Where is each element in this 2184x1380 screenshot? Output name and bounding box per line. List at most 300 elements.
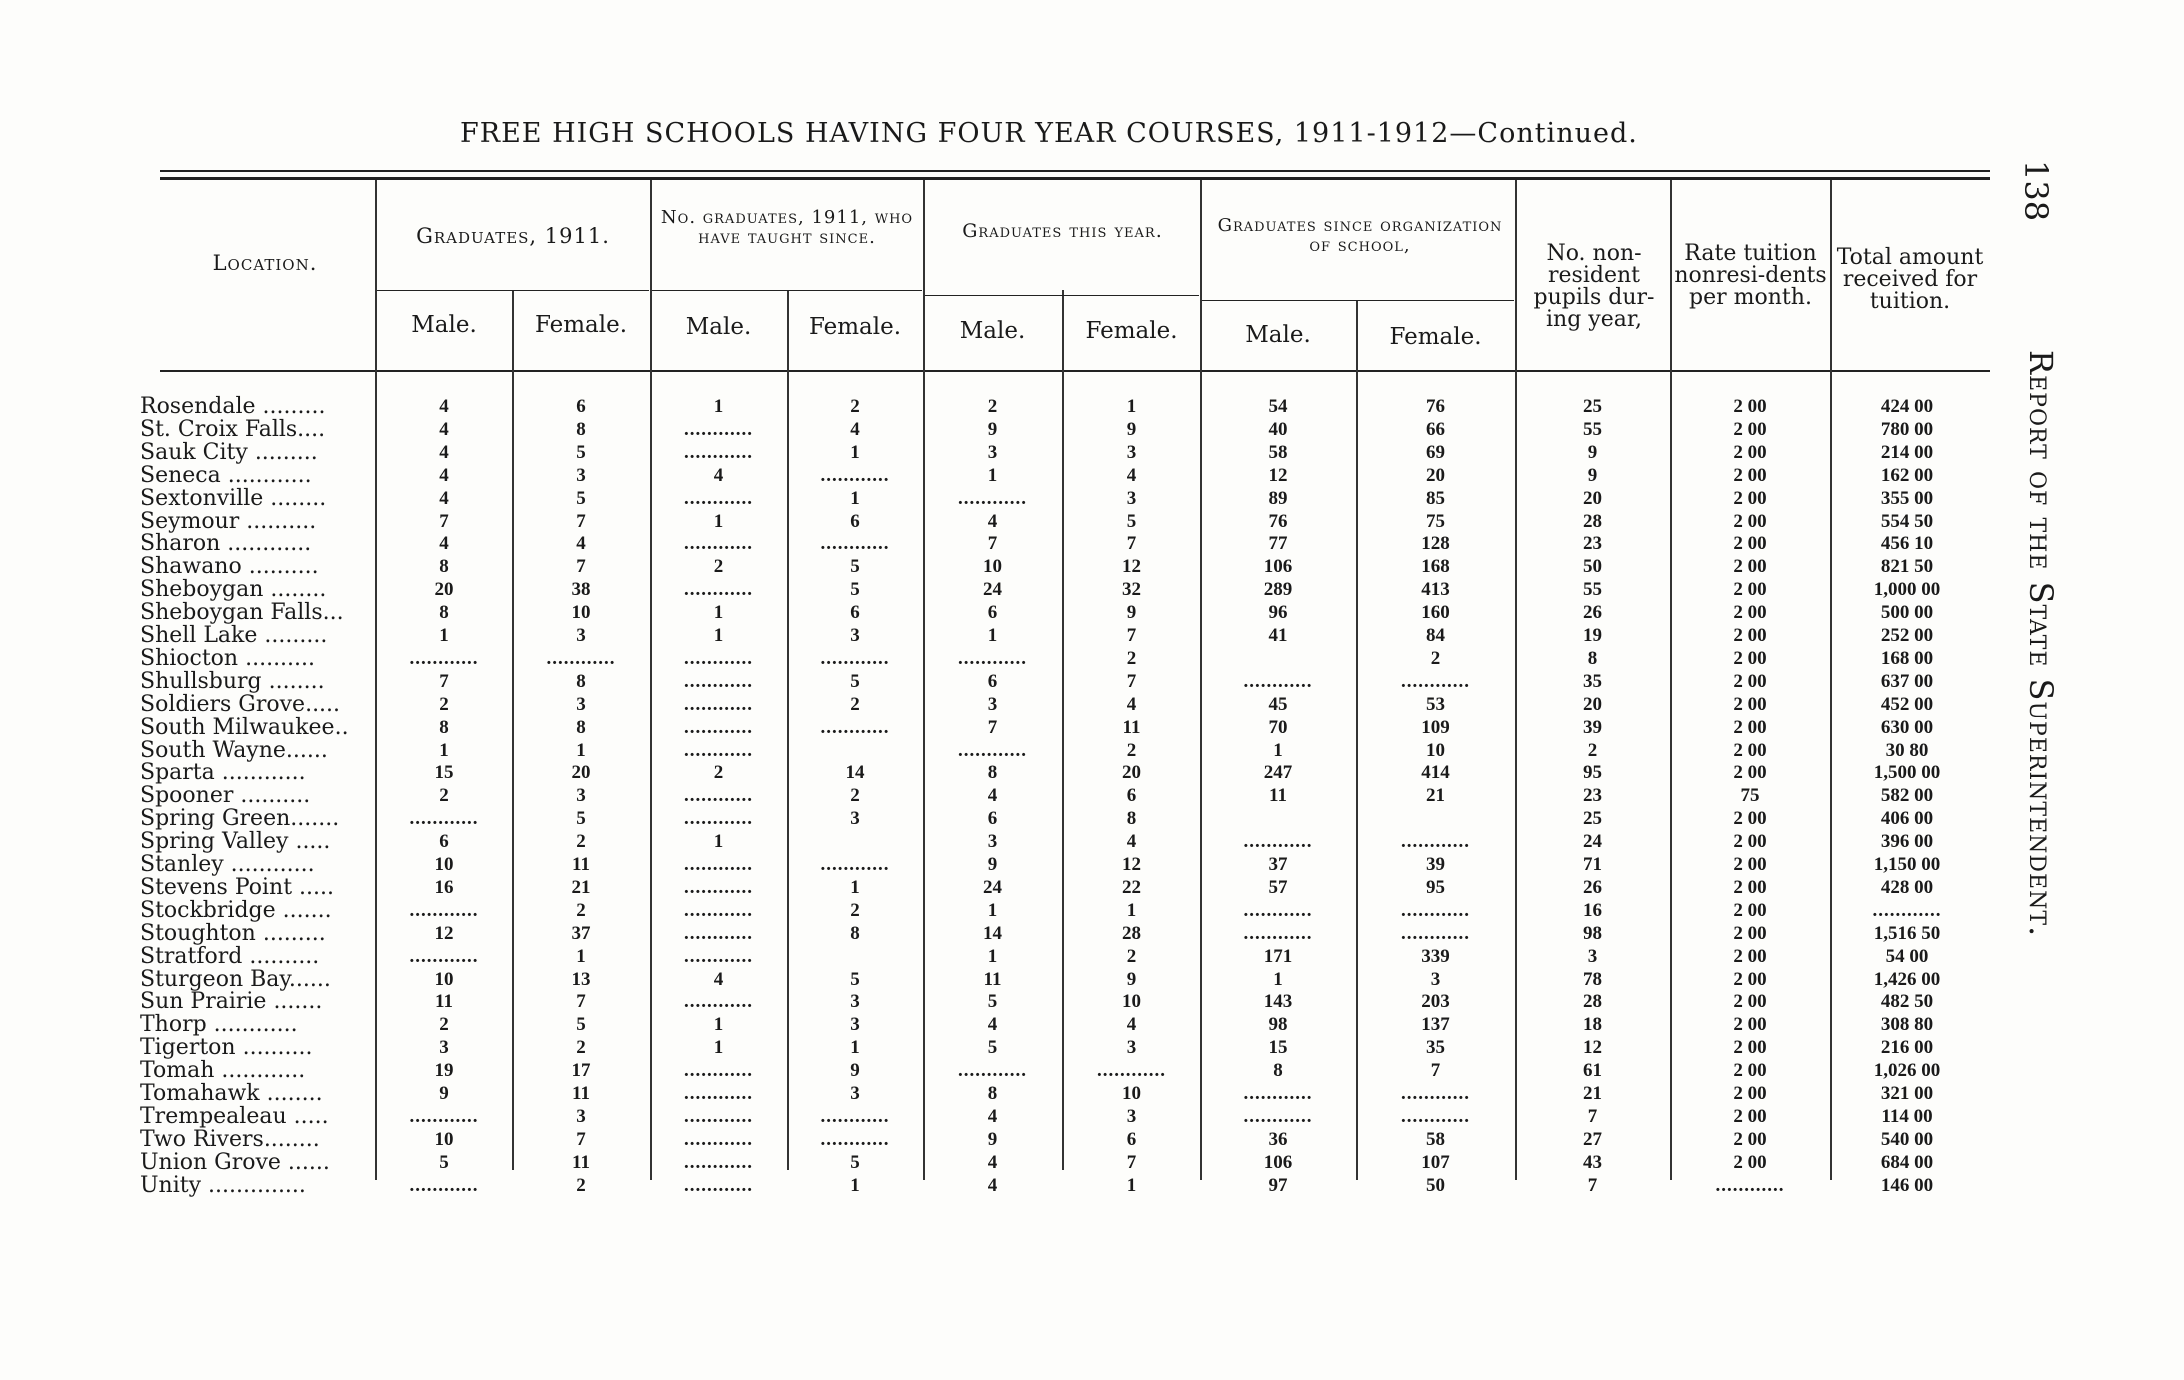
taught-female-cell: ............: [820, 1128, 890, 1150]
taught-male-cell: ............: [684, 670, 753, 692]
since-org-male-cell: 54: [1268, 396, 1288, 417]
graduates-1911-male-cell: 10: [434, 854, 454, 875]
rate-cell: 2 00: [1733, 556, 1767, 578]
this-year-male-cell: 4: [987, 1014, 998, 1036]
location-cell: Seymour ..........: [140, 508, 317, 534]
rate-cell: 2 00: [1733, 1014, 1767, 1036]
location-cell: Unity ..............: [140, 1172, 306, 1198]
subheader-male: Male.: [959, 318, 1026, 344]
taught-female-cell: 1: [850, 441, 860, 463]
group-rule: [1202, 300, 1514, 301]
this-year-female-cell: 4: [1126, 464, 1137, 486]
graduates-1911-female-cell: ............: [546, 647, 616, 669]
graduates-1911-male-cell: 1: [439, 739, 449, 761]
rate-cell: 75: [1740, 785, 1760, 807]
graduates-1911-female-cell: 11: [572, 1083, 590, 1104]
header-graduates-1911: Graduates, 1911.: [416, 224, 610, 248]
since-org-female-cell: ............: [1401, 922, 1470, 944]
taught-female-cell: 1: [850, 876, 860, 898]
graduates-1911-male-cell: 2: [439, 1014, 449, 1036]
this-year-female-cell: ............: [1097, 1060, 1166, 1082]
since-org-female-cell: 109: [1421, 716, 1450, 738]
taught-male-cell: ............: [684, 1151, 753, 1173]
rate-cell: ............: [1715, 1174, 1785, 1196]
graduates-1911-male-cell: 2: [439, 693, 449, 715]
rate-cell: 2 00: [1733, 922, 1767, 944]
rate-cell: 2 00: [1733, 762, 1767, 784]
since-org-female-cell: 20: [1426, 464, 1445, 486]
taught-male-cell: ............: [684, 785, 753, 807]
nonresident-cell: 25: [1583, 808, 1602, 830]
nonresident-cell: 20: [1583, 693, 1602, 715]
total-cell: 396 00: [1880, 831, 1934, 853]
graduates-1911-male-cell: 10: [434, 1128, 454, 1150]
taught-male-cell: 1: [713, 625, 724, 646]
taught-male-cell: 4: [713, 464, 724, 486]
graduates-1911-female-cell: 13: [571, 968, 591, 990]
total-cell: 1,500 00: [1873, 762, 1941, 784]
nonresident-cell: 21: [1583, 1083, 1602, 1104]
rate-cell: 2 00: [1733, 739, 1767, 761]
since-org-female-cell: 7: [1430, 1060, 1441, 1082]
this-year-male-cell: 6: [987, 602, 998, 624]
graduates-1911-female-cell: 11: [572, 854, 590, 875]
graduates-1911-male-cell: 1: [439, 625, 449, 646]
rate-cell: 2 00: [1733, 968, 1767, 990]
this-year-male-cell: 5: [987, 1037, 998, 1059]
total-cell: 30 80: [1885, 739, 1929, 761]
total-cell: 214 00: [1880, 441, 1934, 463]
subheader-female: Female.: [1389, 324, 1482, 350]
nonresident-cell: 18: [1583, 1014, 1602, 1036]
this-year-female-cell: 10: [1122, 1083, 1141, 1104]
nonresident-cell: 8: [1587, 647, 1598, 669]
nonresident-cell: 25: [1583, 396, 1602, 417]
rate-cell: 2 00: [1733, 876, 1767, 898]
taught-male-cell: ............: [684, 991, 753, 1013]
header-nonresident: No. non-resident pupils dur-ing year,: [1533, 241, 1655, 332]
taught-male-cell: 1: [713, 1037, 724, 1059]
this-year-male-cell: 6: [987, 808, 998, 830]
since-org-female-cell: 414: [1421, 762, 1450, 784]
this-year-female-cell: 1: [1126, 899, 1137, 921]
nonresident-cell: 43: [1583, 1151, 1602, 1173]
since-org-male-cell: 41: [1268, 625, 1288, 646]
header-since-org: Graduates since organization of school,: [1217, 215, 1503, 256]
this-year-male-cell: 9: [987, 418, 998, 440]
rate-cell: 2 00: [1733, 418, 1767, 440]
nonresident-cell: 3: [1587, 945, 1598, 967]
this-year-male-cell: 1: [987, 945, 998, 967]
top-rule-2: [160, 177, 1990, 180]
taught-male-cell: ............: [684, 693, 753, 715]
this-year-male-cell: ............: [958, 739, 1027, 761]
since-org-female-cell: 203: [1421, 991, 1450, 1013]
graduates-1911-male-cell: 8: [439, 556, 449, 578]
subheader-female: Female.: [1085, 318, 1178, 344]
total-cell: 630 00: [1880, 716, 1934, 738]
this-year-female-cell: 2: [1126, 647, 1137, 669]
taught-female-cell: 8: [850, 922, 860, 944]
this-year-female-cell: 3: [1126, 487, 1137, 509]
nonresident-cell: 61: [1583, 1060, 1602, 1082]
since-org-male-cell: 12: [1268, 464, 1288, 486]
this-year-male-cell: 8: [987, 1083, 998, 1104]
since-org-female-cell: ............: [1401, 1105, 1470, 1127]
location-cell: South Milwaukee..: [140, 714, 349, 740]
since-org-male-cell: 1: [1273, 968, 1283, 990]
graduates-1911-female-cell: 2: [576, 1037, 586, 1059]
taught-female-cell: 5: [850, 579, 860, 601]
taught-male-cell: ............: [684, 854, 753, 875]
top-rule: [160, 170, 1990, 172]
location-cell: Stockbridge .......: [140, 897, 332, 923]
graduates-1911-female-cell: 4: [576, 533, 586, 555]
column-divider: [375, 180, 377, 1180]
graduates-1911-male-cell: 8: [439, 716, 449, 738]
since-org-female-cell: 128: [1421, 533, 1450, 555]
this-year-male-cell: ............: [958, 487, 1027, 509]
nonresident-cell: 28: [1583, 510, 1602, 532]
graduates-1911-male-cell: 4: [439, 487, 449, 509]
taught-female-cell: ............: [820, 464, 890, 486]
location-cell: Stanley ............: [140, 852, 315, 877]
location-cell: Shiocton ..........: [140, 645, 316, 671]
taught-male-cell: ............: [684, 1174, 753, 1196]
taught-male-cell: ............: [684, 579, 753, 601]
nonresident-cell: 12: [1583, 1037, 1602, 1059]
graduates-1911-female-cell: 8: [576, 418, 586, 440]
graduates-1911-male-cell: 5: [439, 1151, 449, 1173]
taught-male-cell: ............: [684, 441, 753, 463]
total-cell: 424 00: [1880, 396, 1934, 417]
this-year-female-cell: 8: [1126, 808, 1137, 830]
taught-male-cell: ............: [684, 945, 753, 967]
nonresident-cell: 35: [1583, 670, 1602, 692]
nonresident-cell: 27: [1583, 1128, 1602, 1150]
total-cell: 114 00: [1881, 1105, 1933, 1127]
location-cell: Sheboygan ........: [140, 577, 327, 603]
location-cell: Sauk City .........: [140, 439, 318, 465]
taught-male-cell: ............: [684, 533, 753, 555]
this-year-female-cell: 1: [1126, 1174, 1137, 1196]
this-year-male-cell: 6: [987, 670, 998, 692]
location-cell: Spooner ..........: [140, 783, 311, 809]
taught-female-cell: 4: [850, 418, 860, 440]
taught-female-cell: 9: [850, 1060, 860, 1082]
since-org-female-cell: ............: [1401, 831, 1470, 853]
page-number: 138: [2017, 160, 2055, 222]
since-org-male-cell: ............: [1243, 899, 1313, 921]
taught-male-cell: 4: [713, 968, 724, 990]
this-year-female-cell: 7: [1126, 533, 1137, 555]
this-year-female-cell: 11: [1122, 716, 1141, 738]
graduates-1911-female-cell: 7: [576, 556, 586, 578]
this-year-female-cell: 3: [1126, 1037, 1137, 1059]
nonresident-cell: 23: [1583, 533, 1602, 555]
rate-cell: 2 00: [1733, 945, 1767, 967]
taught-male-cell: 1: [713, 831, 724, 853]
location-cell: Union Grove ......: [140, 1149, 330, 1175]
this-year-female-cell: 12: [1122, 556, 1141, 578]
rate-cell: 2 00: [1733, 602, 1767, 624]
graduates-1911-female-cell: 5: [576, 441, 586, 463]
graduates-1911-male-cell: 16: [434, 876, 454, 898]
this-year-female-cell: 7: [1126, 1151, 1137, 1173]
this-year-female-cell: 2: [1126, 945, 1137, 967]
graduates-1911-male-cell: 10: [434, 968, 454, 990]
since-org-female-cell: 76: [1426, 396, 1445, 417]
rate-cell: 2 00: [1733, 854, 1767, 875]
graduates-1911-female-cell: 7: [576, 1128, 586, 1150]
taught-male-cell: ............: [684, 1060, 753, 1082]
this-year-male-cell: 4: [987, 1105, 998, 1127]
since-org-female-cell: 84: [1426, 625, 1445, 646]
taught-female-cell: ............: [820, 647, 890, 669]
since-org-female-cell: 413: [1421, 579, 1450, 601]
rate-cell: 2 00: [1733, 899, 1767, 921]
this-year-male-cell: 24: [983, 876, 1002, 898]
total-cell: 146 00: [1880, 1174, 1934, 1196]
graduates-1911-female-cell: 20: [571, 762, 591, 784]
since-org-male-cell: 77: [1268, 533, 1288, 555]
rate-cell: 2 00: [1733, 716, 1767, 738]
nonresident-cell: 24: [1583, 831, 1602, 853]
taught-male-cell: ............: [684, 1128, 753, 1150]
total-cell: 355 00: [1880, 487, 1934, 509]
taught-male-cell: ............: [684, 418, 753, 440]
this-year-male-cell: 3: [987, 831, 998, 853]
total-cell: 821 50: [1880, 556, 1934, 578]
taught-female-cell: 1: [850, 1037, 860, 1059]
taught-male-cell: 2: [713, 556, 724, 578]
this-year-female-cell: 32: [1122, 579, 1141, 601]
taught-male-cell: 2: [713, 762, 724, 784]
this-year-male-cell: 10: [983, 556, 1002, 578]
taught-male-cell: ............: [684, 808, 753, 830]
group-rule: [377, 290, 649, 291]
taught-male-cell: ............: [684, 487, 753, 509]
since-org-male-cell: 89: [1268, 487, 1288, 509]
since-org-female-cell: 3: [1430, 968, 1441, 990]
this-year-female-cell: 3: [1126, 441, 1137, 463]
total-cell: 1,150 00: [1873, 854, 1941, 875]
graduates-1911-female-cell: 7: [576, 510, 586, 532]
taught-male-cell: 1: [713, 396, 724, 417]
rate-cell: 2 00: [1733, 487, 1767, 509]
since-org-female-cell: 66: [1426, 418, 1445, 440]
header-location: Location.: [212, 251, 318, 275]
total-cell: 428 00: [1880, 876, 1934, 898]
nonresident-cell: 19: [1583, 625, 1602, 646]
total-cell: 406 00: [1880, 808, 1934, 830]
location-cell: Sextonville ........: [140, 485, 327, 511]
header-this-year: Graduates this year.: [962, 220, 1163, 242]
header-taught: No. graduates, 1911, who have taught since.: [660, 207, 914, 248]
since-org-male-cell: 1: [1273, 739, 1283, 761]
since-org-female-cell: ............: [1401, 899, 1470, 921]
graduates-1911-male-cell: ............: [409, 1105, 479, 1127]
this-year-female-cell: 10: [1122, 991, 1141, 1013]
taught-male-cell: ............: [684, 716, 753, 738]
location-cell: Stevens Point .....: [140, 874, 334, 900]
this-year-female-cell: 9: [1126, 602, 1137, 624]
since-org-female-cell: 168: [1421, 556, 1450, 578]
taught-male-cell: 1: [713, 510, 724, 532]
this-year-female-cell: 4: [1126, 1014, 1137, 1036]
graduates-1911-male-cell: 3: [439, 1037, 449, 1059]
nonresident-cell: 71: [1583, 854, 1602, 875]
total-cell: 684 00: [1880, 1151, 1934, 1173]
graduates-1911-female-cell: 3: [576, 1105, 586, 1127]
since-org-male-cell: ............: [1243, 831, 1313, 853]
rate-cell: 2 00: [1733, 1060, 1767, 1082]
nonresident-cell: 55: [1583, 579, 1602, 601]
taught-male-cell: ............: [684, 1083, 753, 1104]
nonresident-cell: 78: [1583, 968, 1602, 990]
location-cell: South Wayne......: [140, 737, 328, 763]
taught-male-cell: ............: [684, 1105, 753, 1127]
graduates-1911-male-cell: 11: [435, 991, 453, 1013]
subheader-male: Male.: [685, 314, 752, 340]
since-org-male-cell: 289: [1263, 579, 1293, 601]
nonresident-cell: 39: [1583, 716, 1602, 738]
since-org-male-cell: 57: [1268, 876, 1288, 898]
taught-female-cell: ............: [820, 716, 890, 738]
since-org-female-cell: 160: [1421, 602, 1450, 624]
graduates-1911-female-cell: 11: [572, 1151, 590, 1173]
rate-cell: 2 00: [1733, 831, 1767, 853]
graduates-1911-female-cell: 2: [576, 1174, 586, 1196]
location-cell: Spring Green.......: [140, 806, 340, 832]
since-org-female-cell: 39: [1426, 854, 1445, 875]
taught-male-cell: 1: [713, 1014, 724, 1036]
location-cell: Tigerton ..........: [140, 1035, 313, 1061]
rate-cell: 2 00: [1733, 808, 1767, 830]
rate-cell: 2 00: [1733, 625, 1767, 646]
graduates-1911-female-cell: 8: [576, 670, 586, 692]
taught-male-cell: ............: [684, 922, 753, 944]
rate-cell: 2 00: [1733, 647, 1767, 669]
this-year-male-cell: 2: [987, 396, 998, 417]
this-year-female-cell: 6: [1126, 785, 1137, 807]
graduates-1911-female-cell: 7: [576, 991, 586, 1013]
this-year-male-cell: 1: [987, 625, 998, 646]
total-cell: 452 00: [1880, 693, 1934, 715]
group-rule: [652, 290, 922, 291]
since-org-female-cell: 35: [1426, 1037, 1445, 1059]
this-year-male-cell: 1: [987, 464, 998, 486]
rate-cell: 2 00: [1733, 1105, 1767, 1127]
graduates-1911-male-cell: 4: [439, 418, 449, 440]
location-cell: Rosendale .........: [140, 394, 326, 419]
since-org-male-cell: 106: [1263, 556, 1293, 578]
total-cell: 1,026 00: [1873, 1060, 1941, 1082]
taught-female-cell: 1: [850, 1174, 860, 1196]
graduates-1911-female-cell: 21: [571, 876, 591, 898]
total-cell: 216 00: [1880, 1037, 1934, 1059]
subheader-female: Female.: [534, 312, 628, 338]
graduates-1911-male-cell: ............: [409, 808, 479, 830]
since-org-male-cell: ............: [1243, 922, 1313, 944]
nonresident-cell: 55: [1583, 418, 1602, 440]
this-year-male-cell: 4: [987, 510, 998, 532]
taught-female-cell: 3: [850, 1083, 860, 1104]
subheader-male: Male.: [1245, 322, 1311, 348]
group-rule: [925, 295, 1199, 296]
this-year-female-cell: 9: [1126, 418, 1137, 440]
since-org-male-cell: 76: [1268, 510, 1288, 532]
graduates-1911-female-cell: 8: [576, 716, 586, 738]
location-cell: Shawano ..........: [140, 554, 319, 580]
since-org-female-cell: ............: [1401, 670, 1470, 692]
since-org-female-cell: 69: [1426, 441, 1445, 463]
since-org-female-cell: ............: [1401, 1083, 1470, 1104]
this-year-male-cell: ............: [958, 1060, 1027, 1082]
since-org-male-cell: 45: [1268, 693, 1288, 715]
graduates-1911-female-cell: 5: [576, 487, 586, 509]
graduates-1911-male-cell: 12: [434, 922, 454, 944]
since-org-male-cell: ............: [1243, 670, 1313, 692]
this-year-male-cell: 11: [983, 968, 1002, 990]
graduates-1911-female-cell: 2: [576, 831, 586, 853]
subheader-female: Female.: [808, 314, 902, 340]
since-org-female-cell: 107: [1421, 1151, 1450, 1173]
since-org-female-cell: 53: [1426, 693, 1445, 715]
graduates-1911-male-cell: 6: [439, 831, 449, 853]
graduates-1911-male-cell: 8: [439, 602, 449, 624]
taught-female-cell: 3: [850, 991, 860, 1013]
this-year-male-cell: ............: [958, 647, 1027, 669]
since-org-male-cell: 143: [1263, 991, 1293, 1013]
page-title: FREE HIGH SCHOOLS HAVING FOUR YEAR COURSES, 1911-1912—Continued.: [460, 118, 1638, 149]
since-org-male-cell: 96: [1268, 602, 1288, 624]
this-year-male-cell: 3: [987, 441, 998, 463]
graduates-1911-female-cell: 3: [576, 464, 586, 486]
since-org-male-cell: 58: [1268, 441, 1288, 463]
nonresident-cell: 7: [1587, 1105, 1598, 1127]
rate-cell: 2 00: [1733, 991, 1767, 1013]
taught-female-cell: 3: [850, 1014, 860, 1036]
location-cell: Shell Lake .........: [140, 623, 328, 648]
taught-female-cell: ............: [820, 533, 890, 555]
nonresident-cell: 2: [1587, 739, 1598, 761]
location-cell: Sharon ............: [140, 531, 312, 557]
total-cell: 540 00: [1880, 1128, 1934, 1150]
this-year-male-cell: 1: [987, 899, 998, 921]
rate-cell: 2 00: [1733, 579, 1767, 601]
taught-female-cell: 2: [850, 899, 860, 921]
taught-male-cell: ............: [684, 876, 753, 898]
total-cell: 1,000 00: [1873, 579, 1941, 601]
total-cell: 308 80: [1880, 1014, 1934, 1036]
this-year-male-cell: 24: [983, 579, 1002, 601]
nonresident-cell: 7: [1587, 1174, 1598, 1196]
graduates-1911-male-cell: 4: [439, 396, 449, 417]
since-org-male-cell: 15: [1268, 1037, 1288, 1059]
taught-female-cell: 3: [850, 808, 860, 830]
rate-cell: 2 00: [1733, 396, 1767, 417]
this-year-female-cell: 6: [1126, 1128, 1137, 1150]
this-year-female-cell: 5: [1126, 510, 1137, 532]
total-cell: 321 00: [1880, 1083, 1934, 1104]
graduates-1911-female-cell: 38: [571, 579, 591, 601]
nonresident-cell: 9: [1587, 464, 1598, 486]
rate-cell: 2 00: [1733, 670, 1767, 692]
graduates-1911-female-cell: 2: [576, 899, 586, 921]
graduates-1911-female-cell: 3: [576, 693, 586, 715]
graduates-1911-female-cell: 3: [576, 785, 586, 807]
